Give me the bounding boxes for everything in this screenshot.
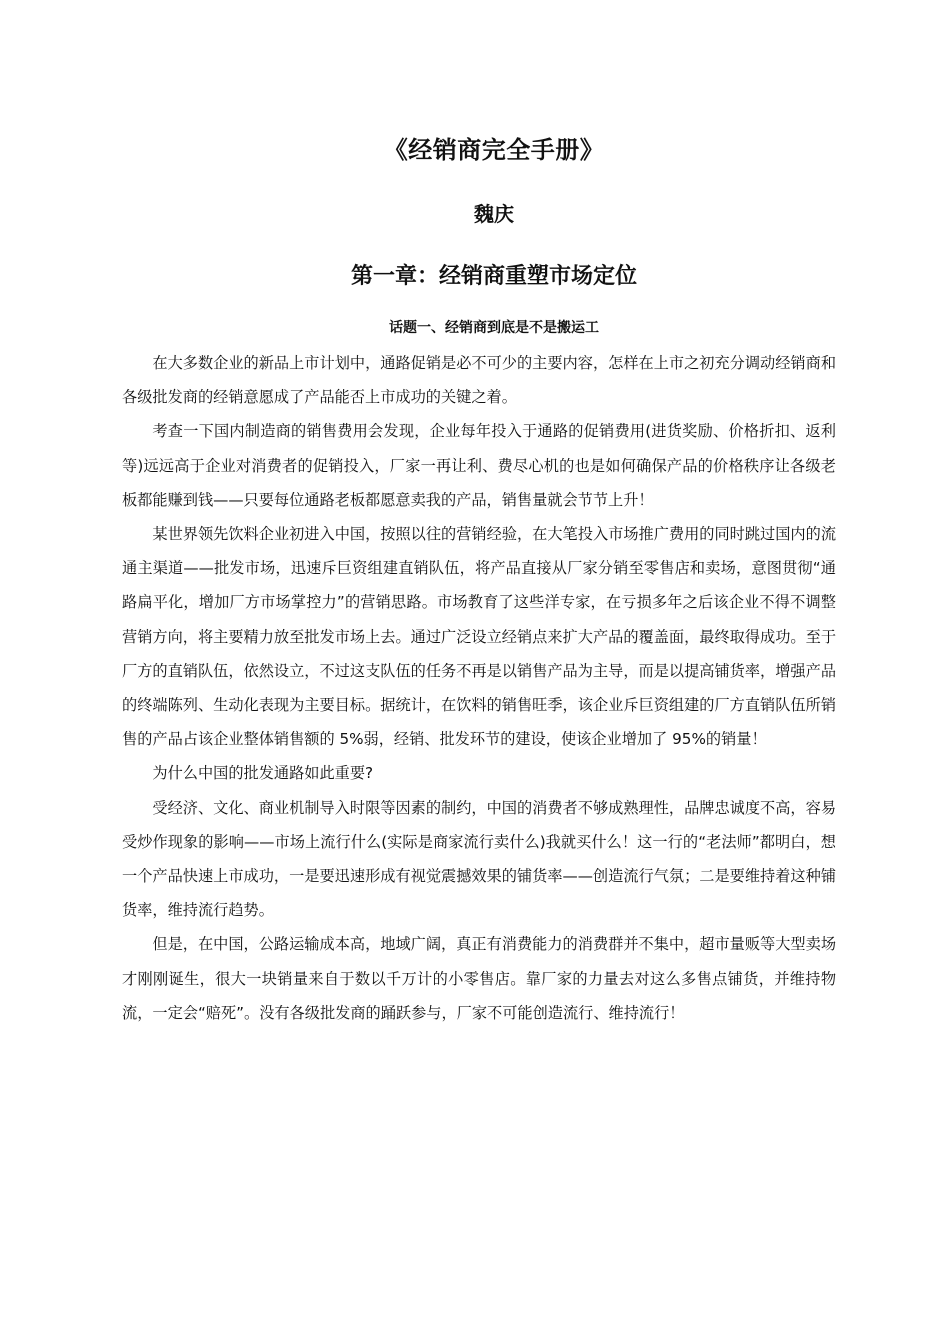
paragraph: 但是，在中国，公路运输成本高，地域广阔，真正有消费能力的消费群并不集中，超市量贩等大型卖场才刚刚诞生，很大一块销量来自于数以千万计的小零售店。靠厂家的力量去对这么多售点铺货，并维持物流，一定会“赔死”。没有各级批发商的踊跃参与，厂家不可能创造流行、维持流行！ bbox=[122, 935, 836, 1022]
book-title: 《经销商完全手册》 bbox=[383, 136, 605, 164]
author-name: 魏庆 bbox=[474, 202, 514, 226]
section-title: 话题一、经销商到底是不是搬运工 bbox=[389, 320, 599, 336]
paragraph: 为什么中国的批发通路如此重要? bbox=[152, 764, 374, 783]
paragraph: 考查一下国内制造商的销售费用会发现，企业每年投入于通路的促销费用(进货奖励、价格折扣、返利等)远远高于企业对消费者的促销投入，厂家一再让利、费尽心机的也是如何确保产品的价格秩序让各级老板都能赚到钱——只要每位通路老板都愿意卖我的产品，销售量就会节节上升！ bbox=[122, 422, 836, 509]
paragraph: 在大多数企业的新品上市计划中，通路促销是必不可少的主要内容，怎样在上市之初充分调动经销商和各级批发商的经销意愿成了产品能否上市成功的关键之着。 bbox=[122, 354, 836, 407]
paragraph: 受经济、文化、商业机制导入时限等因素的制约，中国的消费者不够成熟理性，品牌忠诚度不高，容易受炒作现象的影响——市场上流行什么(实际是商家流行卖什么)我就买什么！这一行的“老法师”都明白，想一个产品快速上市成功，一是要迅速形成有视觉震撼效果的铺货率——创造流行气氛；二是要维持着这种铺货率，维持流行趋势。 bbox=[122, 798, 836, 920]
chapter-title: 第一章：经销商重塑市场定位 bbox=[350, 264, 637, 289]
body-text bbox=[122, 346, 836, 1030]
paragraph: 某世界领先饮料企业初进入中国，按照以往的营销经验，在大笔投入市场推广费用的同时跳过国内的流通主渠道——批发市场，迅速斥巨资组建直销队伍，将产品直接从厂家分销至零售店和卖场，意图贯彻“通路扁平化，增加厂方市场掌控力”的营销思路。市场教育了这些洋专家，在亏损多年之后该企业不得不调整营销方向，将主要精力放至批发市场上去。通过广泛设立经销点来扩大产品的覆盖面，最终取得成功。至于厂方的直销队伍，依然设立，不过这支队伍的任务不再是以销售产品为主导，而是以提高铺货率，增强产品的终端陈列、生动化表现为主要目标。据统计，在饮料的销售旺季，该企业斥巨资组建的厂方直销队伍所销售的产品占该企业整体销售额的 5%弱，经销、批发环节的建设，使该企业增加了 95%的销量！ bbox=[122, 525, 836, 749]
